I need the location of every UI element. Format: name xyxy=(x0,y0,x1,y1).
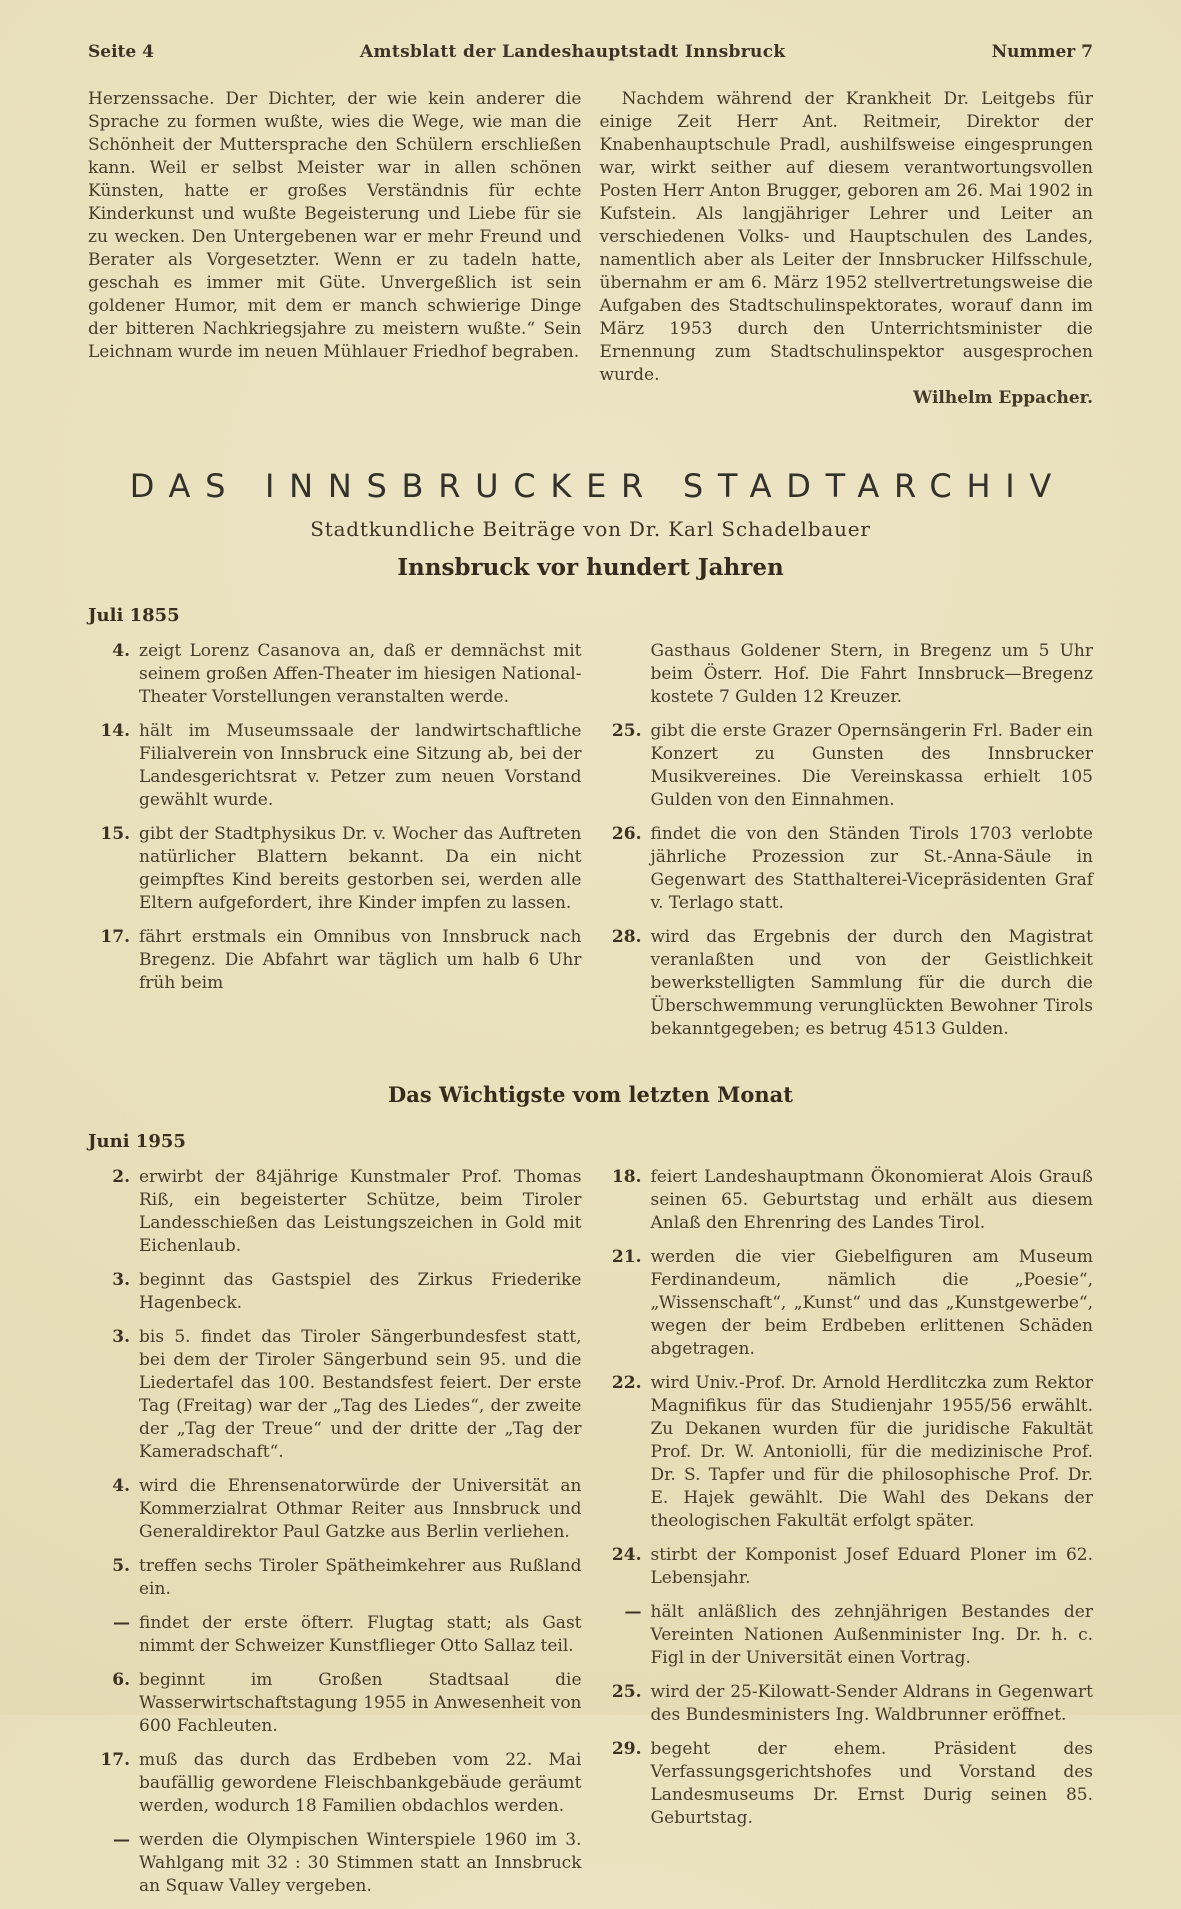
entry-text: feiert Landeshauptmann Ökonomierat Alois Grauß seinen 65. Geburtstag und erhält aus diesem Anlaß den Ehrenring des Landes Tirol. xyxy=(650,1167,1093,1233)
entry-date-number: 14. xyxy=(100,721,130,741)
entry-date-number: 17. xyxy=(100,1750,130,1770)
entry-text: wird das Ergebnis der durch den Magistrat veranlaßten und von der Geistlichkeit bewerkstelligten Sammlung für die durch die Überschwemmung verunglückten Bewohner Tirols bekanntgegeben; es betrug 4513 Gulden. xyxy=(650,927,1093,1039)
chronicle-entry xyxy=(600,1681,1094,1727)
chronicle-entry xyxy=(600,926,1094,1041)
obituary-article xyxy=(88,88,1093,427)
chronicle-entry xyxy=(88,926,582,995)
chronicle-entry xyxy=(88,1166,582,1258)
entry-date-number: 22. xyxy=(611,1373,642,1393)
july-right-entries xyxy=(600,720,1094,1041)
entry-date-number: 28. xyxy=(611,927,642,947)
entry-text: bis 5. findet das Tiroler Sängerbundesfest statt, bei dem der Tiroler Sängerbund sein 95. und die Liedertafel das 100. Bestandsfest feiert. Der erste Tag (Freitag) war der „Tag des Liedes“, der zweite der „Tag der Treue“ und der dritte der „Tag der Kameradschaft“. xyxy=(139,1327,582,1462)
entry-text: fährt erstmals ein Omnibus von Innsbruck nach Bregenz. Die Abfahrt war täglich um halb 6 Uhr früh beim xyxy=(139,927,582,993)
monthly-review-heading: Das Wichtigste vom letzten Monat xyxy=(388,1082,793,1107)
entry-text: gibt der Stadtphysikus Dr. v. Wocher das Auftreten natürlicher Blattern bekannt. Da ein nicht geimpftes Kind bereits gestorben sei, werden alle Eltern aufgefordert, ihre Kinder impfen zu lassen. xyxy=(139,824,582,913)
series-title: Innsbruck vor hundert Jahren xyxy=(397,554,784,581)
entry-date-number: — xyxy=(113,1830,130,1850)
obituary-column-right xyxy=(600,88,1094,427)
entry-date-number: 4. xyxy=(112,1476,130,1496)
entry-date-number: 4. xyxy=(112,641,130,661)
entry-text: muß das durch das Erdbeben vom 22. Mai baufällig gewordene Fleischbankgebäude geräumt werden, wodurch 18 Familien obdachlos werden. xyxy=(139,1750,582,1816)
entry-text: beginnt das Gastspiel des Zirkus Friederike Hagenbeck. xyxy=(139,1270,582,1313)
entry-text: erwirbt der 84jährige Kunstmaler Prof. Thomas Riß, ein begeisterter Schütze, beim Tiroler Landesschießen das Leistungszeichen in Gold mit Eichenlaub. xyxy=(139,1167,582,1256)
chronicle-entry xyxy=(88,1475,582,1544)
stadtarchiv-subtitle: Stadtkundliche Beiträge von Dr. Karl Schadelbauer xyxy=(310,517,871,541)
entry-continuation-text: Gasthaus Goldener Stern, in Bregenz um 5 Uhr beim Österr. Hof. Die Fahrt Innsbruck—Bregenz kostete 7 Gulden 12 Kreuzer. xyxy=(650,641,1093,707)
chronicle-entry xyxy=(600,1246,1094,1361)
entry-text: werden die Olympischen Winterspiele 1960 im 3. Wahlgang mit 32 : 30 Stimmen statt an Innsbruck an Squaw Valley vergeben. xyxy=(139,1830,582,1896)
running-head xyxy=(88,42,1093,62)
chronicle-entry xyxy=(88,1669,582,1738)
month-heading-july-1855: Juli 1855 xyxy=(88,605,180,626)
entry-date-number: 5. xyxy=(112,1556,130,1576)
page-number-label: Seite 4 xyxy=(88,42,154,62)
obituary-text-right: Nachdem während der Krankheit Dr. Leitgebs für einige Zeit Herr Ant. Reitmeir, Direktor der Knabenhauptschule Pradl, aushilfsweise eingesprungen war, wirkt seither auf diesem verantwortungsvollen Posten Herr Anton Brugger, geboren am 26. Mai 1902 in Kufstein. Als langjähriger Lehrer und Leiter an verschiedenen Volks- und Hauptschulen des Landes, namentlich aber als Leiter der Innsbrucker Hilfsschule, übernahm er am 6. März 1952 stellvertretungsweise die Aufgaben des Stadtschulinspektorates, worauf dann im März 1953 durch den Unterrichtsminister die Ernennung zum Stadtschulinspektor ausgesprochen wurde. xyxy=(599,89,1093,385)
entry-text: begeht der ehem. Präsident des Verfassungsgerichtshofes und Vorstand des Landesmuseums Dr. Ernst Durig seinen 85. Geburtstag. xyxy=(650,1739,1093,1828)
chronicle-entry xyxy=(88,720,582,812)
july-column-right xyxy=(600,640,1094,1052)
chronicle-entry xyxy=(600,1372,1094,1533)
chronicle-entry xyxy=(88,1555,582,1601)
obituary-column-left xyxy=(88,88,582,427)
june-column-right xyxy=(600,1166,1094,1909)
obituary-text-left: Herzenssache. Der Dichter, der wie kein anderer die Sprache zu formen wußte, wies die Wege, wie man die Schönheit der Muttersprache den Schülern erschließen kann. Weil er selbst Meister war in allen schönen Künsten, hatte er großes Verständnis für echte Kinderkunst und wußte Begeisterung und Liebe für sie zu wecken. Den Untergebenen war er mehr Freund und Berater als Vorgesetzter. Wenn er zu tadeln hatte, geschah es immer mit Güte. Unvergeßlich ist sein goldener Humor, mit dem er manch schwierige Dinge der bitteren Nachkriegsjahre zu meistern wußte.“ Sein Leichnam wurde im neuen Mühlauer Friedhof begraben. xyxy=(88,89,582,362)
entry-text: hält im Museumssaale der landwirtschaftliche Filialverein von Innsbruck eine Sitzung ab, bei der Landesgerichtsrat v. Petzer zum neuen Vorstand gewählt wurde. xyxy=(139,721,582,810)
entry-date-number: 2. xyxy=(112,1167,130,1187)
entry-date-number: 25. xyxy=(611,1682,642,1702)
entry-text: hält anläßlich des zehnjährigen Bestandes der Vereinten Nationen Außenminister Ing. Dr. h. c. Figl in der Universität einen Vortrag. xyxy=(650,1602,1093,1668)
chronicle-entry xyxy=(600,1601,1094,1670)
entry-text: werden die vier Giebelfiguren am Museum Ferdinandeum, nämlich die „Poesie“, „Wissenschaft“, „Kunst“ und das „Kunstgewerbe“, wegen der beim Erdbeben erlittenen Schäden abgetragen. xyxy=(650,1247,1093,1359)
entry-text: zeigt Lorenz Casanova an, daß er demnächst mit seinem großen Affen-Theater im hiesigen National-Theater Vorstellungen veranstalten werde. xyxy=(139,641,582,707)
entry-date-number: 21. xyxy=(611,1247,642,1267)
issue-number-label: Nummer 7 xyxy=(991,42,1093,62)
entry-date-number: 3. xyxy=(112,1270,130,1290)
june-column-left xyxy=(88,1166,582,1909)
june-1955-section xyxy=(88,1166,1093,1909)
chronicle-entry xyxy=(88,640,582,709)
chronicle-entry xyxy=(600,1166,1094,1235)
entry-text: gibt die erste Grazer Opernsängerin Frl. Bader ein Konzert zu Gunsten des Innsbrucker Musikvereines. Die Vereinskassa erhielt 105 Gulden von den Einnahmen. xyxy=(650,721,1093,810)
entry-date-number: 17. xyxy=(100,927,130,947)
entry-text: findet der erste öfterr. Flugtag statt; als Gast nimmt der Schweizer Kunstflieger Otto Sallaz teil. xyxy=(139,1613,582,1656)
entry-text: wird Univ.-Prof. Dr. Arnold Herdlitczka zum Rektor Magnifikus für das Studienjahr 1955/56 erwählt. Zu Dekanen wurden für die juridische Fakultät Prof. Dr. W. Antoniolli, für die medizinische Prof. Dr. S. Tapfer und für die philosophische Prof. Dr. E. Hajek gewählt. Die Wahl des Dekans der theologischen Fakultät erfolgt später. xyxy=(650,1373,1093,1531)
chronicle-entry xyxy=(88,823,582,915)
chronicle-entry xyxy=(88,1829,582,1898)
entry-text: stirbt der Komponist Josef Eduard Ploner im 62. Lebensjahr. xyxy=(650,1545,1093,1588)
entry-date-number: 6. xyxy=(112,1670,130,1690)
entry-date-number: — xyxy=(624,1602,642,1622)
entry-date-number: 3. xyxy=(112,1327,130,1347)
entry-date-number: 26. xyxy=(611,824,642,844)
month-heading-june-1955: Juni 1955 xyxy=(88,1131,186,1152)
entry-text: wird die Ehrensenatorwürde der Universität an Kommerzialrat Othmar Reiter aus Innsbruck und Generaldirektor Paul Gatzke aus Berlin verliehen. xyxy=(139,1476,582,1542)
obituary-signature: Wilhelm Eppacher. xyxy=(913,388,1093,408)
stadtarchiv-header xyxy=(88,467,1093,581)
chronicle-entry xyxy=(600,720,1094,812)
entry-date-number: 24. xyxy=(611,1545,642,1565)
july-1855-section xyxy=(88,640,1093,1052)
chronicle-entry xyxy=(88,1612,582,1658)
entry-text: wird der 25-Kilowatt-Sender Aldrans in Gegenwart des Bundesministers Ing. Waldbrunner eröffnet. xyxy=(650,1682,1093,1725)
entry-date-number: — xyxy=(113,1613,130,1633)
chronicle-entry xyxy=(88,1269,582,1315)
entry-text: findet die von den Ständen Tirols 1703 verlobte jährliche Prozession zur St.-Anna-Säule in Gegenwart des Statthalterei-Vicepräsidenten Graf v. Terlago statt. xyxy=(650,824,1093,913)
entry-date-number: 25. xyxy=(611,721,642,741)
entry-date-number: 18. xyxy=(611,1167,642,1187)
entry-date-number: 29. xyxy=(611,1739,642,1759)
stadtarchiv-title: DAS INNSBRUCKER STADTARCHIV xyxy=(129,467,1067,505)
entry-date-number: 15. xyxy=(100,824,130,844)
chronicle-entry xyxy=(88,1326,582,1464)
chronicle-entry xyxy=(600,1738,1094,1830)
entry-text: treffen sechs Tiroler Spätheimkehrer aus Rußland ein. xyxy=(139,1556,582,1599)
masthead-title: Amtsblatt der Landeshauptstadt Innsbruck xyxy=(360,42,786,62)
chronicle-entry xyxy=(600,823,1094,915)
entry-text: beginnt im Großen Stadtsaal die Wasserwirtschaftstagung 1955 in Anwesenheit von 600 Fachleuten. xyxy=(139,1670,582,1736)
chronicle-entry xyxy=(88,1749,582,1818)
chronicle-entry xyxy=(600,1544,1094,1590)
july-column-left xyxy=(88,640,582,1052)
